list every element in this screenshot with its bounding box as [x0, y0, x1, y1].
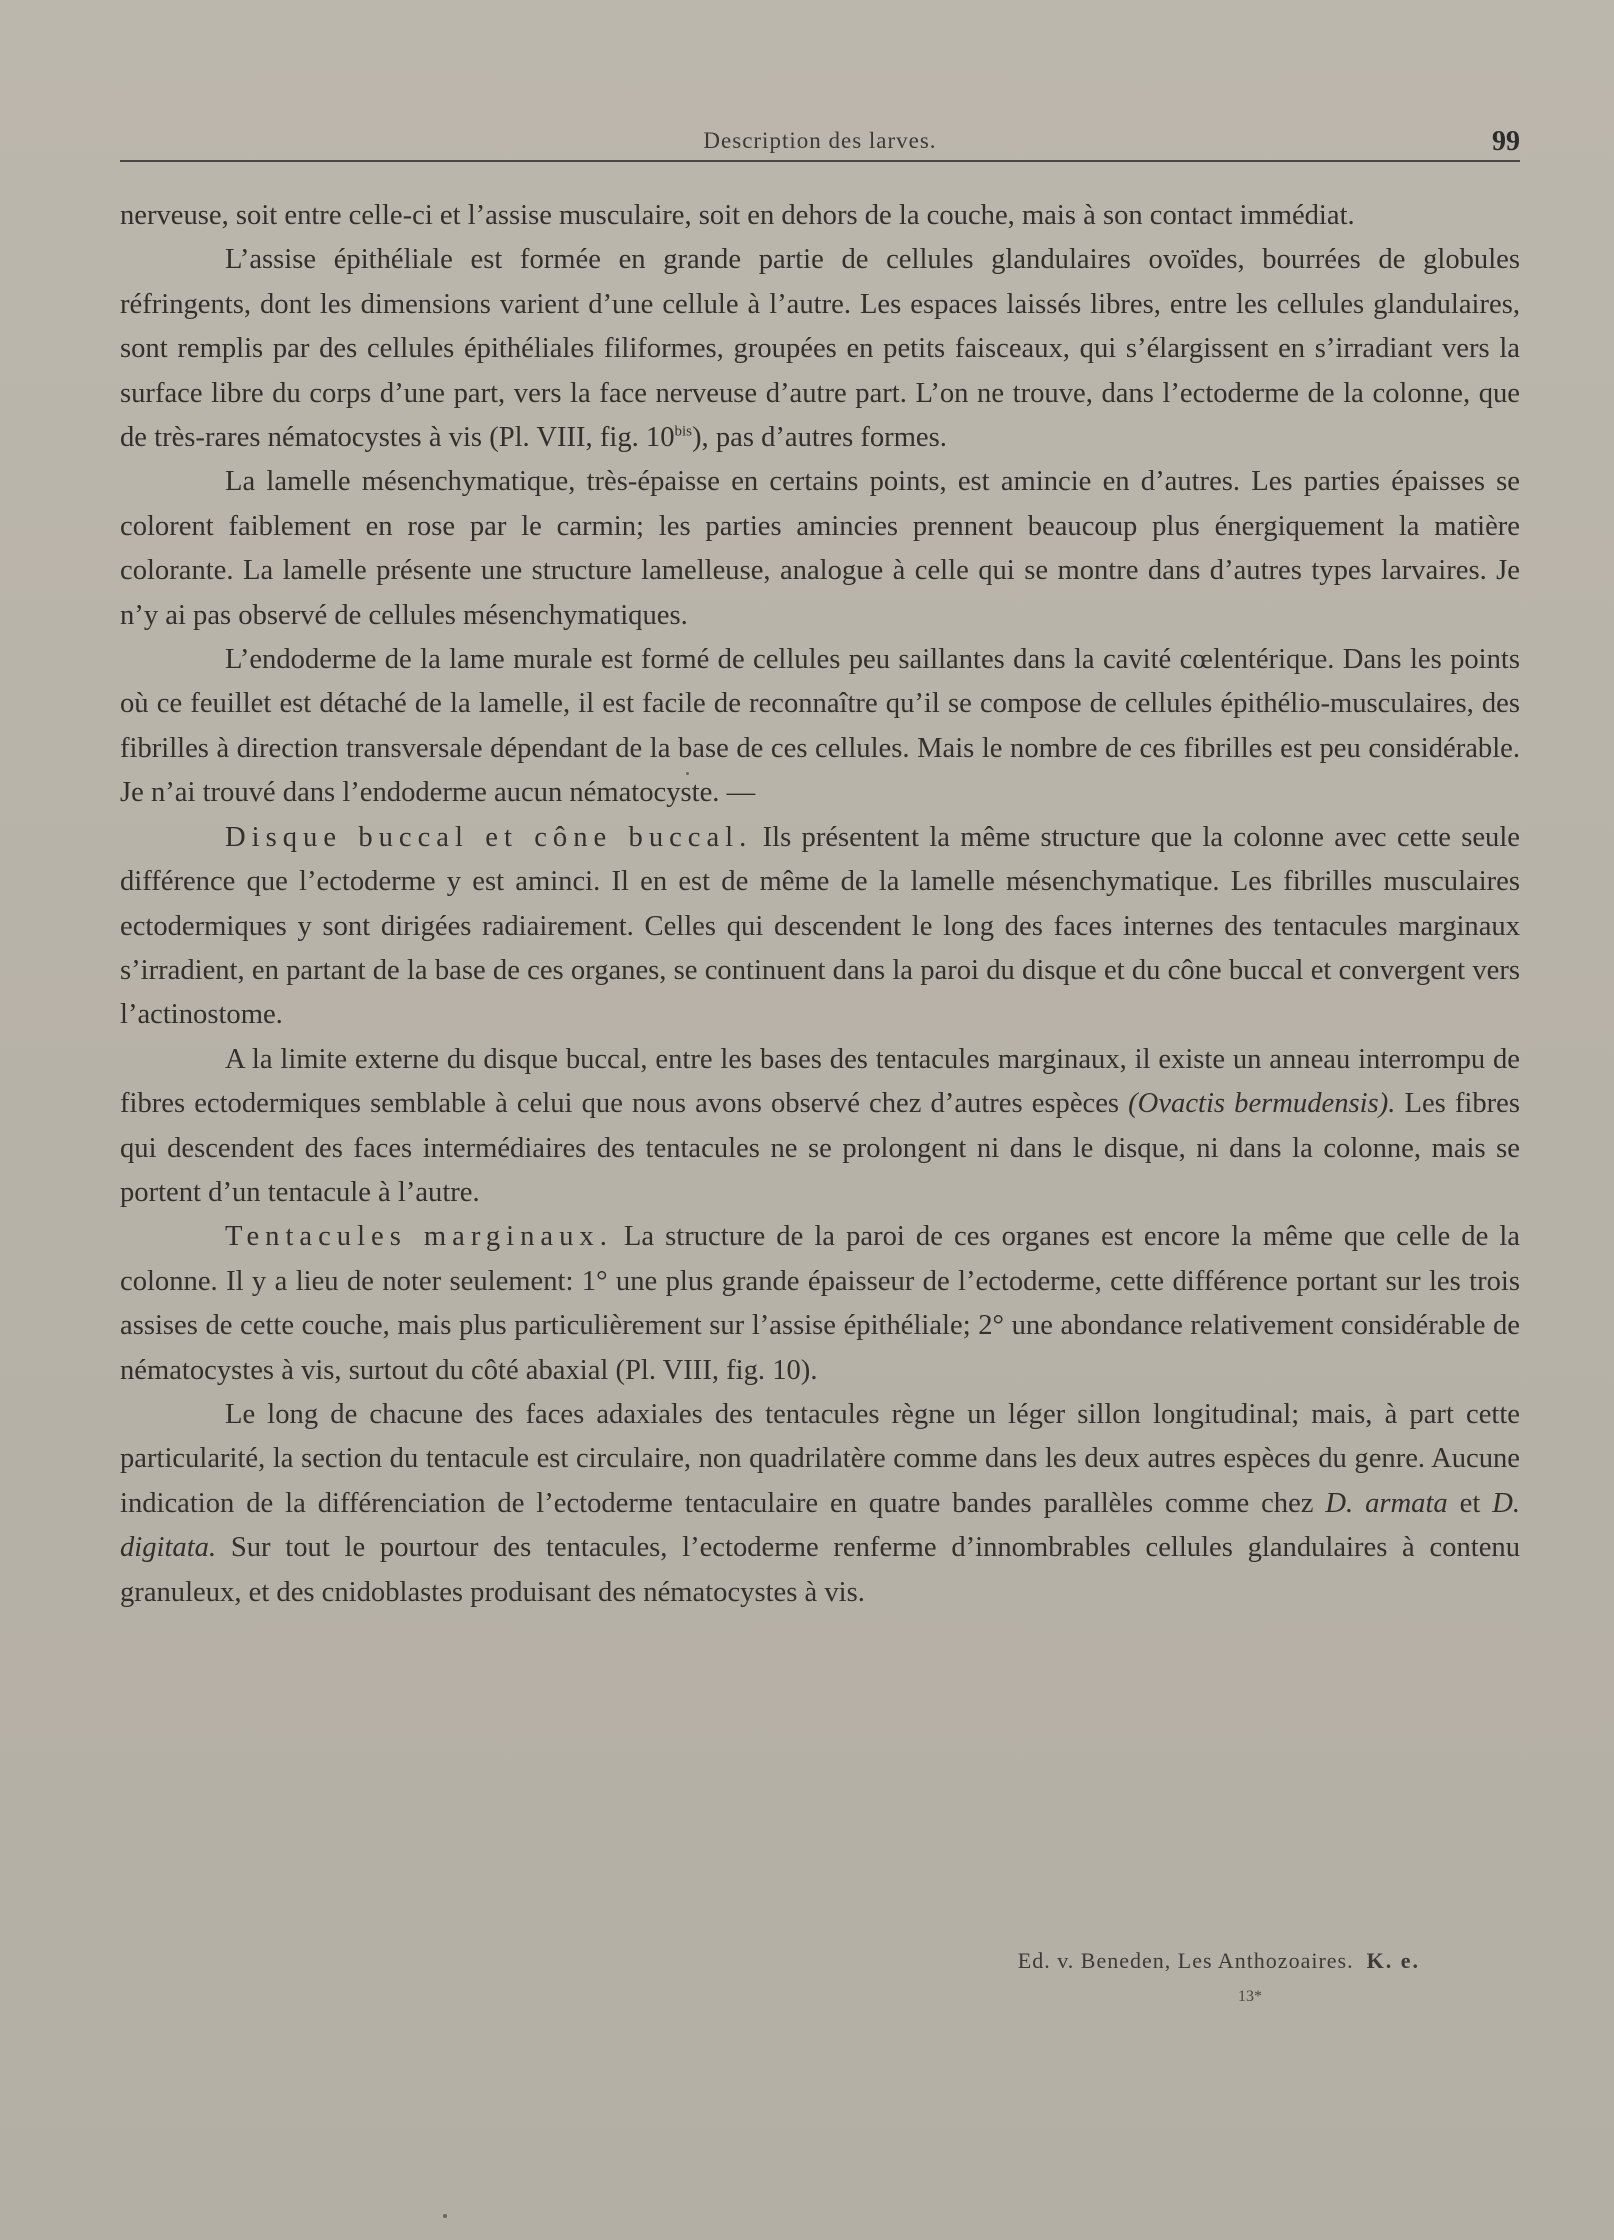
paragraph-8-text-b: et — [1447, 1487, 1493, 1519]
paragraph-3: La lamelle mésenchymatique, très-épaisse en certains points, est amincie en d’autres. Les parties épaisses se colorent faiblement en rose par le carmin; les parties amincies prennent beaucoup plus énergiquement la matière colorante. La lamelle présente une structure lamelleuse, analogue à celle qui se montre dans d’autres types larvaires. Je n’y ai pas observé de cellules mésenchymatiques. — [120, 466, 1520, 631]
paragraph-6 — [120, 1038, 1520, 1216]
paper-speck — [443, 2214, 447, 2218]
paragraph-6-text-b: Les fibres qui descendent des faces intermédiaires des tentacules ne se prolongent ni dans le disque, ni dans la colonne, mais se portent d’un tentacule à l’autre. — [120, 1088, 1520, 1208]
page-number: 99 — [1492, 126, 1520, 157]
footer-credit-text: Ed. v. Beneden, Les Anthozoaires. — [1017, 1948, 1354, 1973]
paper-speck — [686, 772, 689, 775]
paragraph-4: L’endoderme de la lame murale est formé de cellules peu saillantes dans la cavité cœlentérique. Dans les points où ce feuillet est détaché de la lamelle, il est facile de reconnaître qu’il se compose de cellules épithélio-musculaires, des fibrilles à direction transversale dépendant de la base de ces cellules. Mais le nombre de ces fibrilles est peu considérable. Je n’ai trouvé dans l’endoderme aucun nématocyste. — — [120, 644, 1520, 809]
paragraph-5-text: Ils présentent la même structure que la colonne avec cette seule différence que l’ectoderme y est aminci. Il en est de même de la lamelle mésenchymatique. Les fibrilles musculaires ectodermiques y sont dirigées radiairement. Celles qui descendent le long des faces internes des tentacules marginaux s’irradient, en partant de la base de ces organes, se continuent dans la paroi du disque et du cône buccal et convergent vers l’actinostome. — [120, 821, 1520, 1031]
superscript-bis: bis — [674, 423, 693, 440]
paragraph-6-text-a: A la limite externe du disque buccal, entre les bases des tentacules marginaux, il existe un anneau interrompu de fibres ectodermiques semblable à celui que nous avons observé chez d’autres espèces — [120, 1043, 1520, 1120]
footer-mark: K. e. — [1366, 1948, 1420, 1973]
paragraph-7 — [120, 1215, 1520, 1393]
body-text — [120, 194, 1520, 1615]
paragraph-2 — [120, 238, 1520, 460]
paragraph-7-text: La structure de la paroi de ces organes est encore la même que celle de la colonne. Il y a lieu de noter seulement: 1° une plus grande épaisseur de l’ectoderme, cette différence portant sur les trois assises de cette couche, mais plus particulièrement sur l’assise épithéliale; 2° une abondance relativement considérable de nématocystes à vis, surtout du côté abaxial (Pl. VIII, fig. 10). — [120, 1221, 1521, 1386]
running-head — [120, 126, 1520, 162]
species-name: (Ovactis bermudensis). — [1128, 1088, 1396, 1120]
paragraph-8 — [120, 1393, 1520, 1615]
paragraph-5 — [120, 816, 1520, 1038]
paragraph-1: nerveuse, soit entre celle-ci et l’assise musculaire, soit en dehors de la couche, mais à son contact immédiat. — [120, 200, 1355, 231]
species-armata: D. armata — [1325, 1487, 1448, 1519]
paragraph-8-text-c: Sur tout le pourtour des tentacules, l’ectoderme renferme d’innombrables cellules glandulaires à contenu granuleux, et des cnidoblastes produisant des nématocystes à vis. — [120, 1532, 1520, 1608]
section-heading-tentacules: Tentacules marginaux. — [225, 1221, 613, 1253]
running-title: Description des larves. — [703, 128, 937, 153]
paragraph-8-text-a: Le long de chacune des faces adaxiales des tentacules règne un léger sillon longitudinal; mais, à part cette particularité, la section du tentacule est circulaire, non quadrilatère comme dans les deux autres espèces du genre. Aucune indication de la différenciation de l’ectoderme tentaculaire en quatre bandes parallèles comme chez — [120, 1398, 1520, 1519]
signature-mark: 13* — [1238, 1988, 1262, 2005]
footer-credit — [120, 1948, 1420, 1974]
paragraph-2-end: ), pas d’autres formes. — [692, 422, 947, 454]
section-heading-disque: Disque buccal et cône buccal. — [225, 821, 753, 853]
species-digitata: D. digitata. — [120, 1487, 1520, 1564]
paragraph-2-text: L’assise épithéliale est formée en grande partie de cellules glandulaires ovoïdes, bourrées de globules réfringents, dont les dimensions varient d’une cellule à l’autre. Les espaces laissés libres, entre les cellules glandulaires, sont remplis par des cellules épithéliales filiformes, groupées en petits faisceaux, qui s’élargissent en s’irradiant vers la surface libre du corps d’une part, vers la face nerveuse d’autre part. L’on ne trouve, dans l’ectoderme de la colonne, que de très-rares nématocystes à vis (Pl. VIII, fig. 10 — [120, 244, 1520, 454]
